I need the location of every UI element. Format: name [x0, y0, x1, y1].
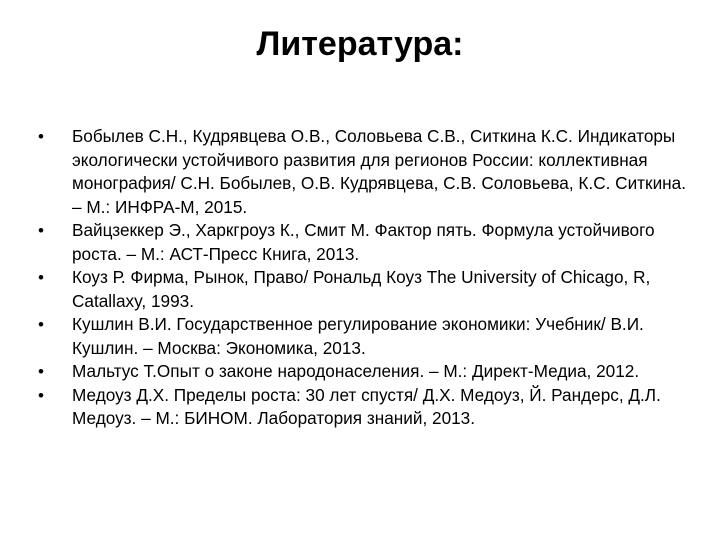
reference-list — [38, 125, 688, 431]
reference-text: Коуз Р. Фирма, Рынок, Право/ Рональд Коуз The University of Chicago, R, Catallaxy, 1993. — [72, 267, 651, 311]
reference-item — [38, 125, 688, 219]
reference-text: Бобылев С.Н., Кудрявцева О.В., Соловьева С.В., Ситкина К.С. Индикаторы экологически устойчивого развития для регионов России: коллективная монография/ С.Н. Бобылев, О.В. Кудрявцева, С.В. Соловьева, К.С. Ситкина. – М.: ИНФРА-М, 2015. — [72, 126, 686, 217]
reference-item — [38, 313, 688, 360]
reference-text: Медоуз Д.Х. Пределы роста: 30 лет спустя/ Д.Х. Медоуз, Й. Рандерс, Д.Л. Медоуз. – М.: БИНОМ. Лаборатория знаний, 2013. — [72, 384, 661, 428]
bullet-icon: • — [38, 221, 44, 240]
reference-text: Мальтус Т.Опыт о законе народонаселения. – М.: Директ-Медиа, 2012. — [72, 361, 640, 381]
reference-item — [38, 384, 688, 431]
slide-title: Литература: — [256, 25, 464, 63]
reference-item — [38, 266, 688, 313]
bullet-icon: • — [38, 362, 44, 381]
bullet-icon: • — [38, 268, 44, 287]
reference-text: Кушлин В.И. Государственное регулирование экономики: Учебник/ В.И. Кушлин. – Москва: Экономика, 2013. — [72, 314, 644, 358]
bullet-icon: • — [38, 315, 44, 334]
reference-item — [38, 360, 688, 384]
reference-text: Вайцзеккер Э., Харкгроуз К., Смит М. Фактор пять. Формула устойчивого роста. – М.: АСТ-Пресс Книга, 2013. — [72, 220, 655, 264]
bullet-icon: • — [38, 385, 44, 405]
reference-item — [38, 219, 688, 266]
bullet-icon: • — [38, 127, 44, 146]
